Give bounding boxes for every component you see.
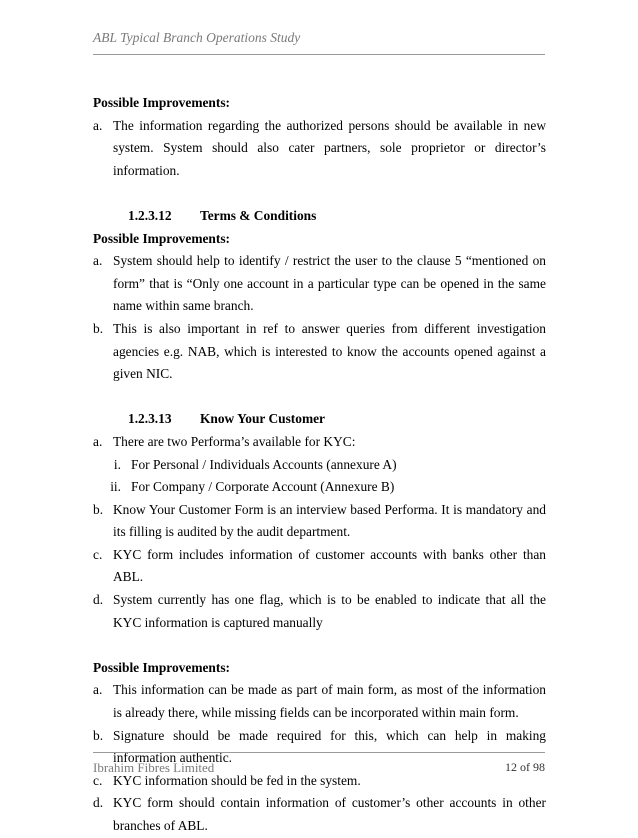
list-marker: b. xyxy=(93,501,104,517)
list-item xyxy=(93,250,546,318)
list-item xyxy=(93,318,546,386)
list-text: This is also important in ref to answer queries from different investigation agencies e.g. NAB, which is interested to know the accounts opened against a given NIC. xyxy=(113,320,546,382)
list-marker: b. xyxy=(93,320,104,336)
list-marker: a. xyxy=(93,253,103,269)
section-heading-1-2-3-13 xyxy=(93,408,546,431)
possible-improvements-heading: Possible Improvements: xyxy=(93,230,230,246)
roman-text: For Company / Corporate Account (Annexure B) xyxy=(131,479,395,495)
list-text: There are two Performa’s available for KYC: xyxy=(113,433,356,449)
list-marker: a. xyxy=(93,433,103,449)
list-item xyxy=(93,499,546,544)
list-marker: d. xyxy=(93,592,104,608)
list-text: KYC form should contain information of customer’s other accounts in other branches of ABL. xyxy=(113,795,546,833)
document-body xyxy=(93,92,546,838)
list-item xyxy=(93,544,546,589)
list-text: System should help to identify / restrict the user to the clause 5 “mentioned on form” that is “Only one account in a particular type can be opened in the same name within same branch. xyxy=(113,253,546,314)
list-item xyxy=(93,115,546,183)
list-marker: b. xyxy=(93,727,104,743)
list-text: This information can be made as part of main form, as most of the information is already there, while missing fields can be incorporated within main form. xyxy=(113,682,546,721)
page-footer xyxy=(93,752,545,776)
roman-marker: i. xyxy=(113,456,121,472)
list-marker: a. xyxy=(93,117,103,133)
list-text: Signature should be made required for this, which can help in making information authentic. xyxy=(113,727,546,766)
section-heading-1-2-3-12 xyxy=(93,205,546,228)
list-item xyxy=(93,431,546,454)
section-title: Know Your Customer xyxy=(200,411,325,427)
page-number: 12 of 98 xyxy=(505,760,545,774)
list-text: KYC information should be fed in the system. xyxy=(113,772,361,788)
possible-improvements-heading: Possible Improvements: xyxy=(93,95,230,110)
roman-text: For Personal / Individuals Accounts (annexure A) xyxy=(131,456,397,472)
list-text: Know Your Customer Form is an interview based Performa. It is mandatory and its filling is audited by the audit department. xyxy=(113,501,546,540)
roman-list-item xyxy=(93,454,546,477)
section-title: Terms & Conditions xyxy=(200,207,317,223)
page-header xyxy=(93,30,545,55)
list-item xyxy=(93,589,546,634)
list-marker: c. xyxy=(93,546,103,562)
section-number: 1.2.3.13 xyxy=(128,411,172,427)
possible-improvements-heading: Possible Improvements: xyxy=(93,659,230,675)
section-number: 1.2.3.12 xyxy=(128,207,172,223)
footer-company: Ibrahim Fibres Limited xyxy=(93,760,215,775)
list-marker: c. xyxy=(93,772,103,788)
roman-list-item xyxy=(93,476,546,499)
list-text: System currently has one flag, which is to be enabled to indicate that all the KYC information is captured manually xyxy=(113,592,546,630)
list-item xyxy=(93,792,546,837)
list-text: The information regarding the authorized persons should be available in new system. System should also cater partners, sole proprietor or director’s information. xyxy=(113,117,546,178)
roman-marker: ii. xyxy=(110,479,121,495)
header-title: ABL Typical Branch Operations Study xyxy=(93,30,301,45)
list-text: KYC form includes information of customer accounts with banks other than ABL. xyxy=(113,546,546,585)
list-marker: a. xyxy=(93,682,103,698)
list-marker: d. xyxy=(93,795,104,811)
list-item xyxy=(93,679,546,724)
